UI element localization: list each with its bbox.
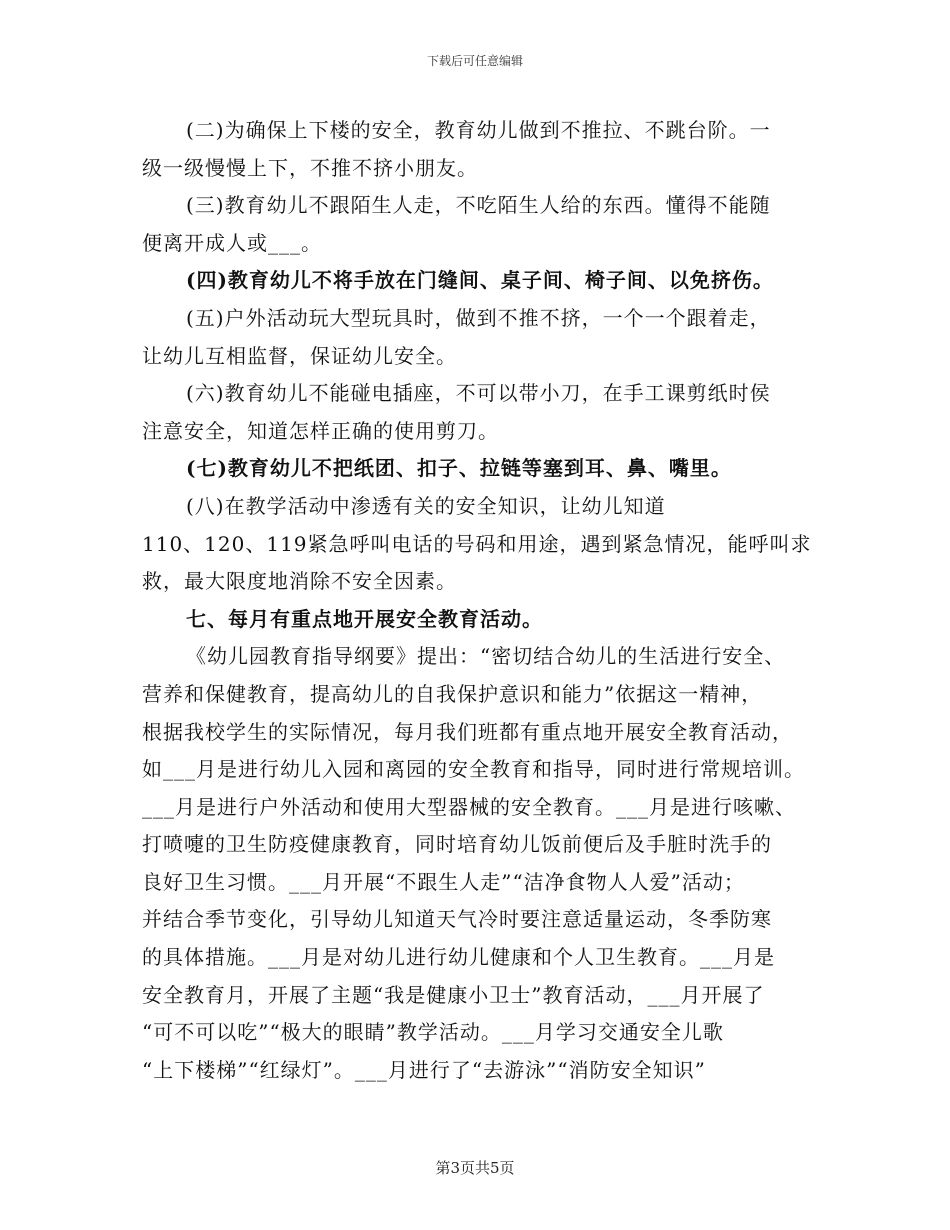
section-heading: 七、每月有重点地开展安全教育活动。 <box>186 606 543 631</box>
text-line: 110、120、119紧急呼叫电话的号码和用途，遇到紧急情况，能呼叫求 <box>142 531 812 556</box>
text-line: 让幼儿互相监督，保证幼儿安全。 <box>142 343 457 368</box>
text-line: 如___月是进行幼儿入园和离园的安全教育和指导，同时进行常规培训。 <box>142 757 805 782</box>
bold-text-line: (七)教育幼儿不把纸团、扣子、拉链等塞到耳、鼻、嘴里。 <box>186 456 732 481</box>
text-line: 良好卫生习惯。___月开展“不跟生人走”“洁净食物人人爱”活动； <box>142 869 745 894</box>
text-line: (八)在教学活动中渗透有关的安全知识，让幼儿知道 <box>186 493 666 518</box>
page-number-footer: 第3页共5页 <box>435 1159 515 1177</box>
text-line: 注意安全，知道怎样正确的使用剪刀。 <box>142 418 499 443</box>
document-body <box>142 112 822 1089</box>
text-line: 打喷嚏的卫生防疫健康教育，同时培育幼儿饭前便后及手脏时洗手的 <box>142 832 772 857</box>
bold-text-line: (四)教育幼儿不将手放在门缝间、桌子间、椅子间、以免挤伤。 <box>186 268 774 293</box>
text-line: 营养和保健教育，提高幼儿的自我保护意识和能力”依据这一精神， <box>142 681 763 706</box>
text-line: (三)教育幼儿不跟陌生人走，不吃陌生人给的东西。懂得不能随 <box>186 193 771 218</box>
text-line: 级一级慢慢上下，不推不挤小朋友。 <box>142 155 478 180</box>
text-line: (六)教育幼儿不能碰电插座，不可以带小刀，在手工课剪纸时侯 <box>186 381 771 406</box>
text-line: 救，最大限度地消除不安全因素。 <box>142 569 457 594</box>
text-line: 根据我校学生的实际情况，每月我们班都有重点地开展安全教育活动， <box>142 719 793 744</box>
text-line: 《幼儿园教育指导纲要》提出：“密切结合幼儿的生活进行安全、 <box>186 644 786 669</box>
text-line: (五)户外活动玩大型玩具时，做到不推不挤，一个一个跟着走， <box>186 305 771 330</box>
text-line: ___月是进行户外活动和使用大型器械的安全教育。___月是进行咳嗽、 <box>142 794 796 819</box>
text-line: (二)为确保上下楼的安全，教育幼儿做到不推拉、不跳台阶。一 <box>186 118 771 142</box>
text-line: “可不可以吃”“极大的眼睛”教学活动。___月学习交通安全儿歌 <box>142 1020 724 1045</box>
text-line: 便离开成人或___。 <box>142 230 322 255</box>
page-header: 下载后可任意编辑 <box>426 54 523 68</box>
text-line: 并结合季节变化，引导幼儿知道天气冷时要注意适量运动，冬季防寒 <box>142 907 772 932</box>
text-line: 的具体措施。___月是对幼儿进行幼儿健康和个人卫生教育。___月是 <box>142 945 775 970</box>
text-line: “上下楼梯”“红绿灯”。___月进行了“去游泳”“消防安全知识” <box>142 1057 706 1082</box>
text-line: 安全教育月，开展了主题“我是健康小卫士”教育活动，___月开展了 <box>142 982 765 1007</box>
